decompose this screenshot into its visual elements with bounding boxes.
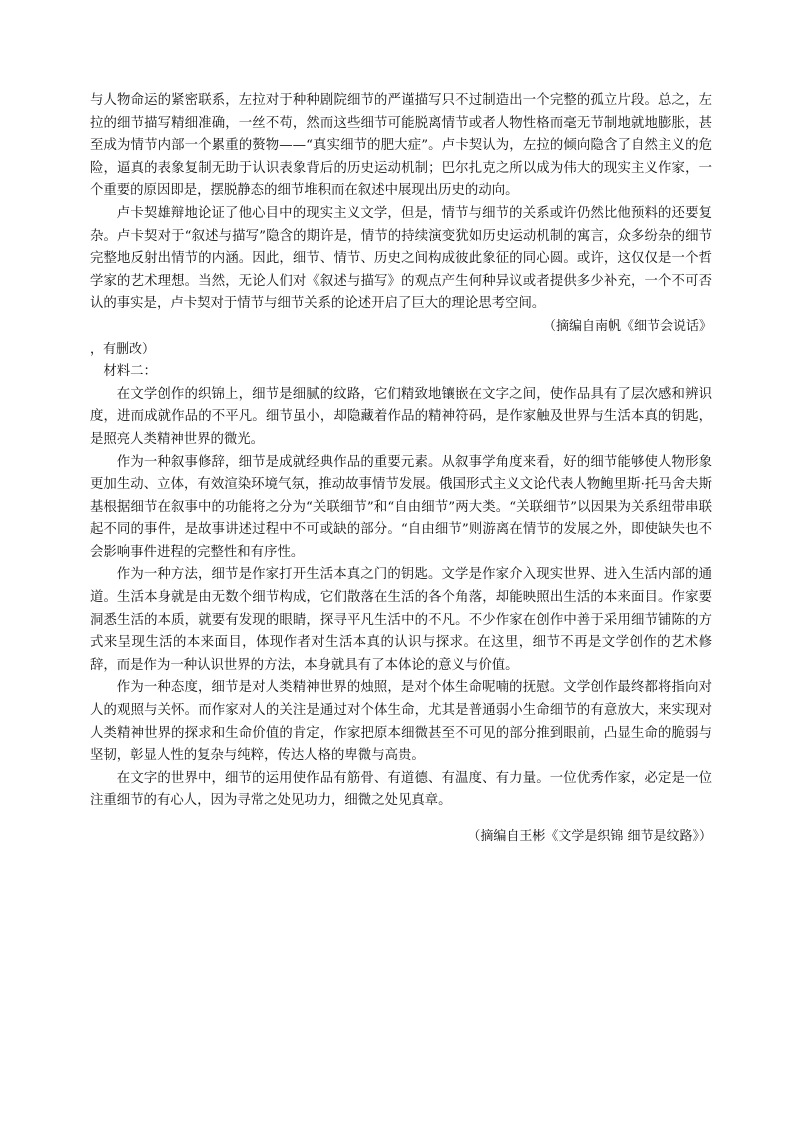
material2-paragraph-2: 作为一种叙事修辞，细节是成就经典作品的重要元素。从叙事学角度来看，好的细节能够使人物形象更加生动、立体，有效渲染环境气氛，推动故事情节发展。俄国形式主义文论代表人物鲍里斯·托马舍夫斯基根据细节在叙事中的功能将之分为“关联细节”和“自由细节”两大类。“关联细节”以因果为关系纽带串联起不同的事件，是故事讲述过程中不可或缺的部分。“自由细节”则游离在情节的发展之外，即使缺失也不会影响事件进程的完整性和有序性。 xyxy=(90,454,712,560)
material1-source: （摘编自南帆《细节会说话》 xyxy=(542,318,712,334)
material2-paragraph-5: 在文字的世界中，细节的运用使作品有筋骨、有道德、有温度、有力量。一位优秀作家，必定是一位注重细节的有心人，因为寻常之处见功力，细微之处见真章。 xyxy=(90,770,712,809)
material2-source: （摘编自王彬《文学是织锦 细节是纹路》） xyxy=(467,829,712,844)
material1-paragraph-2 xyxy=(90,203,712,339)
material2-label: 材料二： xyxy=(103,364,157,380)
material1-paragraph-2-text: 卢卡契雄辩地论证了他心目中的现实主义文学，但是，情节与细节的关系或许仍然比他预料的还要复杂。卢卡契对于“叙述与描写”隐含的期许是，情节的持续演变犹如历史运动机制的寓言，众多纷杂的细节完整地反射出情节的内涵。因此，细节、情节、历史之间构成彼此象征的同心圆。或许，这仅仅是一个哲学家的艺术理想。当然，无论人们对《叙述与描写》的观点产生何种异议或者提供多少补充，一个不可否认的事实是，卢卡契对于情节与细节关系的论述开启了巨大的理论思考空间。 xyxy=(90,205,712,312)
material1-source-continuation: ，有删改） xyxy=(90,341,156,357)
document-page xyxy=(90,90,712,862)
material2-paragraph-4: 作为一种态度，细节是对人类精神世界的烛照，是对个体生命呢喃的抚慰。文学创作最终都将指向对人的观照与关怀。而作家对人的关注是通过对个体生命，尤其是普通弱小生命细节的有意放大，来实现对人类精神世界的探求和生命价值的肯定，作家把原本细微甚至不可见的部分推到眼前，凸显生命的脆弱与坚韧，彰显人性的复杂与纯粹，传达人格的卑微与高贵。 xyxy=(90,680,712,764)
material1-paragraph-1: 与人物命运的紧密联系，左拉对于种种剧院细节的严谨描写只不过制造出一个完整的孤立片段。总之，左拉的细节描写精细准确，一丝不苟，然而这些细节可能脱离情节或者人物性格而毫无节制地就地膨胀，甚至成为情节内部一个累重的赘物——“真实细节的肥大症”。卢卡契认为，左拉的倾向隐含了自然主义的危险，逼真的表象复制无助于认识表象背后的历史运动机制；巴尔扎克之所以成为伟大的现实主义作家，一个重要的原因即是，摆脱静态的细节堆积而在叙述中展现出历史的动向。 xyxy=(90,93,712,199)
material2-paragraph-3: 作为一种方法，细节是作家打开生活本真之门的钥匙。文学是作家介入现实世界、进入生活内部的通道。生活本身就是由无数个细节构成，它们散落在生活的各个角落，却能映照出生活的本来面目。作家要洞悉生活的本质，就要有发现的眼睛，探寻平凡生活中的不凡。不少作家在创作中善于采用细节铺陈的方式来呈现生活的本来面目，体现作者对生活本真的认识与探求。在这里，细节不再是文学创作的艺术修辞，而是作为一种认识世界的方法，本身就具有了本体论的意义与价值。 xyxy=(90,567,712,673)
material2-paragraph-1: 在文学创作的织锦上，细节是细腻的纹路，它们精致地镶嵌在文字之间，使作品具有了层次感和辨识度，进而成就作品的不平凡。细节虽小，却隐藏着作品的精神符码，是作家触及世界与生活本真的钥匙，是照亮人类精神世界的微光。 xyxy=(90,386,712,447)
